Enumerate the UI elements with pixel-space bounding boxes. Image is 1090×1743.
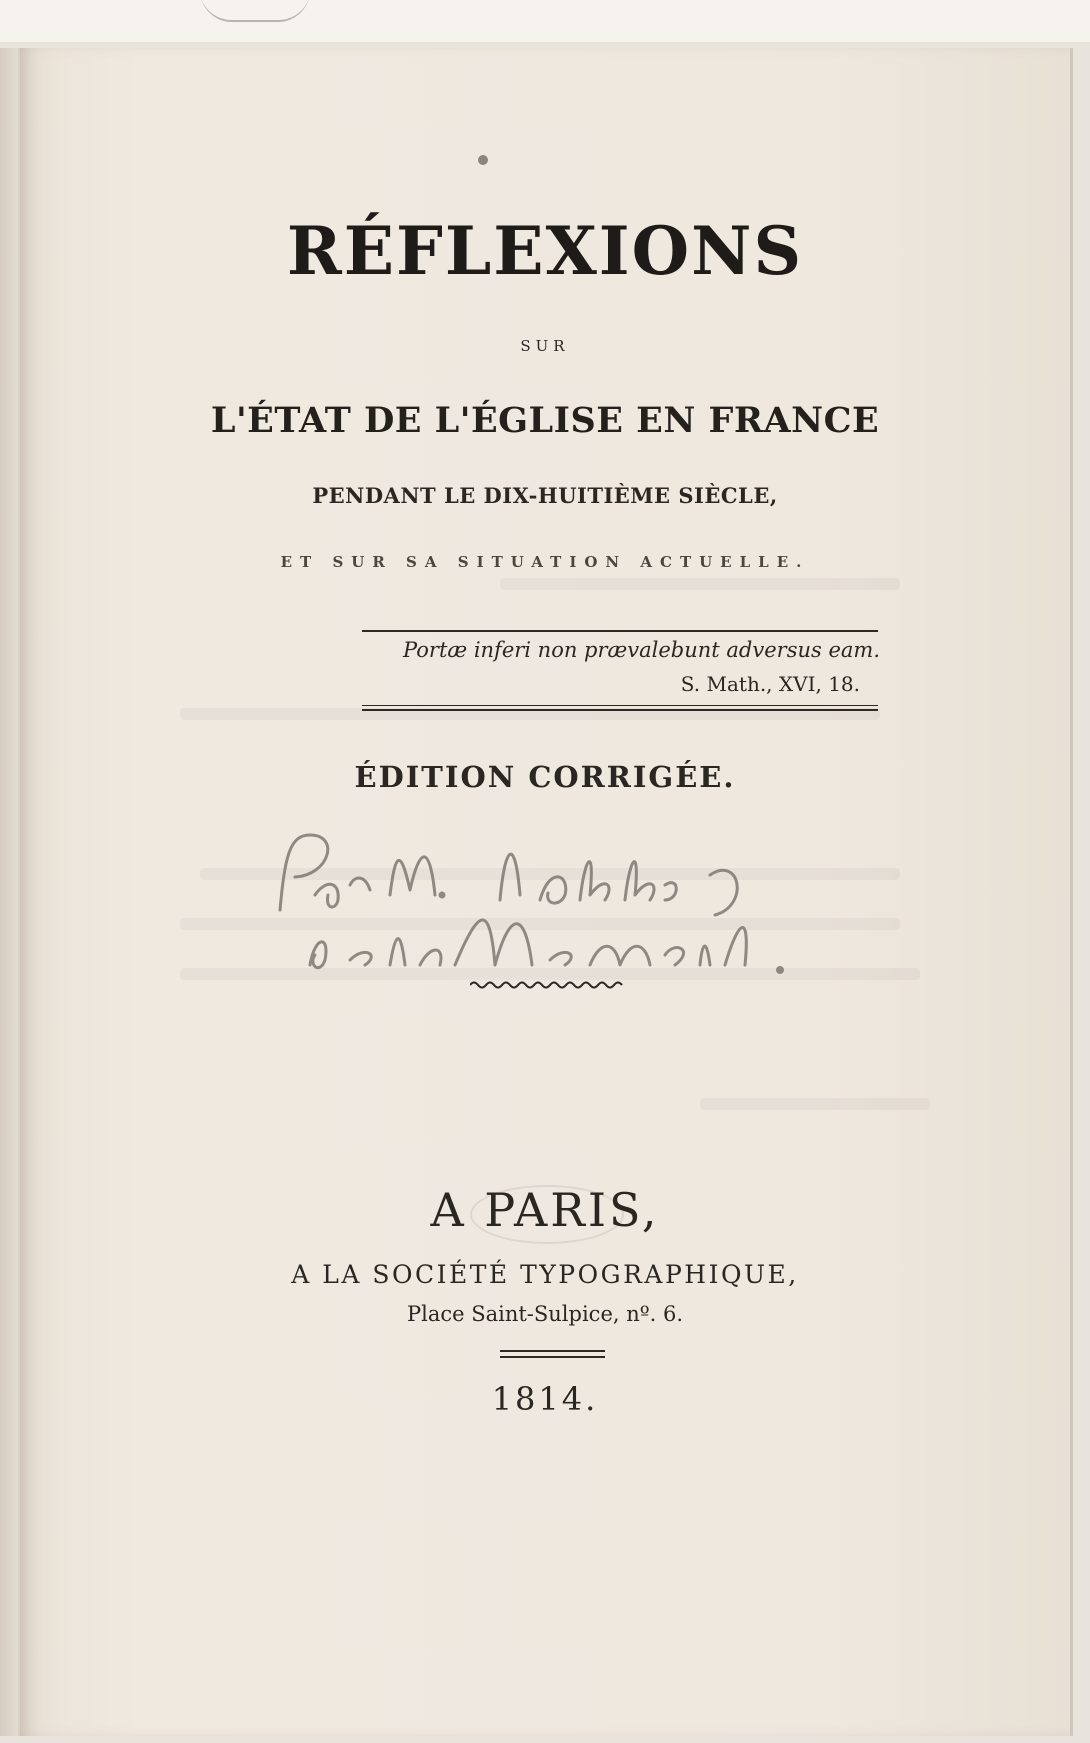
epigraph-top-rule — [362, 630, 878, 632]
imprint-publisher: A LA SOCIÉTÉ TYPOGRAPHIQUE, — [291, 1260, 799, 1289]
epigraph-bottom-rule — [362, 709, 878, 711]
show-through — [500, 578, 900, 590]
top-pencil-mark — [200, 0, 310, 22]
title-connector: SUR — [520, 337, 570, 355]
page-spine-edge — [0, 48, 18, 1736]
imprint-rule-bottom — [500, 1356, 605, 1358]
show-through — [700, 1098, 930, 1110]
epigraph-bottom-rule-thin — [362, 705, 878, 706]
book-subtitle-line-2: PENDANT LE DIX-HUITIÈME SIÈCLE, — [312, 483, 778, 508]
epigraph-reference: S. Math., XVI, 18. — [680, 672, 860, 696]
book-subtitle-line-3: ET SUR SA SITUATION ACTUELLE. — [280, 553, 810, 571]
epigraph-quote: Portæ inferi non prævalebunt adversus eam. — [403, 638, 880, 662]
publication-year: 1814. — [491, 1380, 599, 1418]
imprint-rule-top — [500, 1350, 605, 1352]
decorative-wavy-rule — [470, 980, 625, 990]
imprint-address: Place Saint-Sulpice, nº. 6. — [406, 1302, 684, 1326]
handwritten-signature — [270, 815, 830, 985]
printer-ornament — [478, 155, 488, 165]
book-title: RÉFLEXIONS — [286, 212, 804, 290]
book-subtitle: L'ÉTAT DE L'ÉGLISE EN FRANCE — [210, 400, 880, 441]
edition-statement: ÉDITION CORRIGÉE. — [354, 760, 736, 794]
imprint-city: A PARIS, — [430, 1183, 660, 1237]
